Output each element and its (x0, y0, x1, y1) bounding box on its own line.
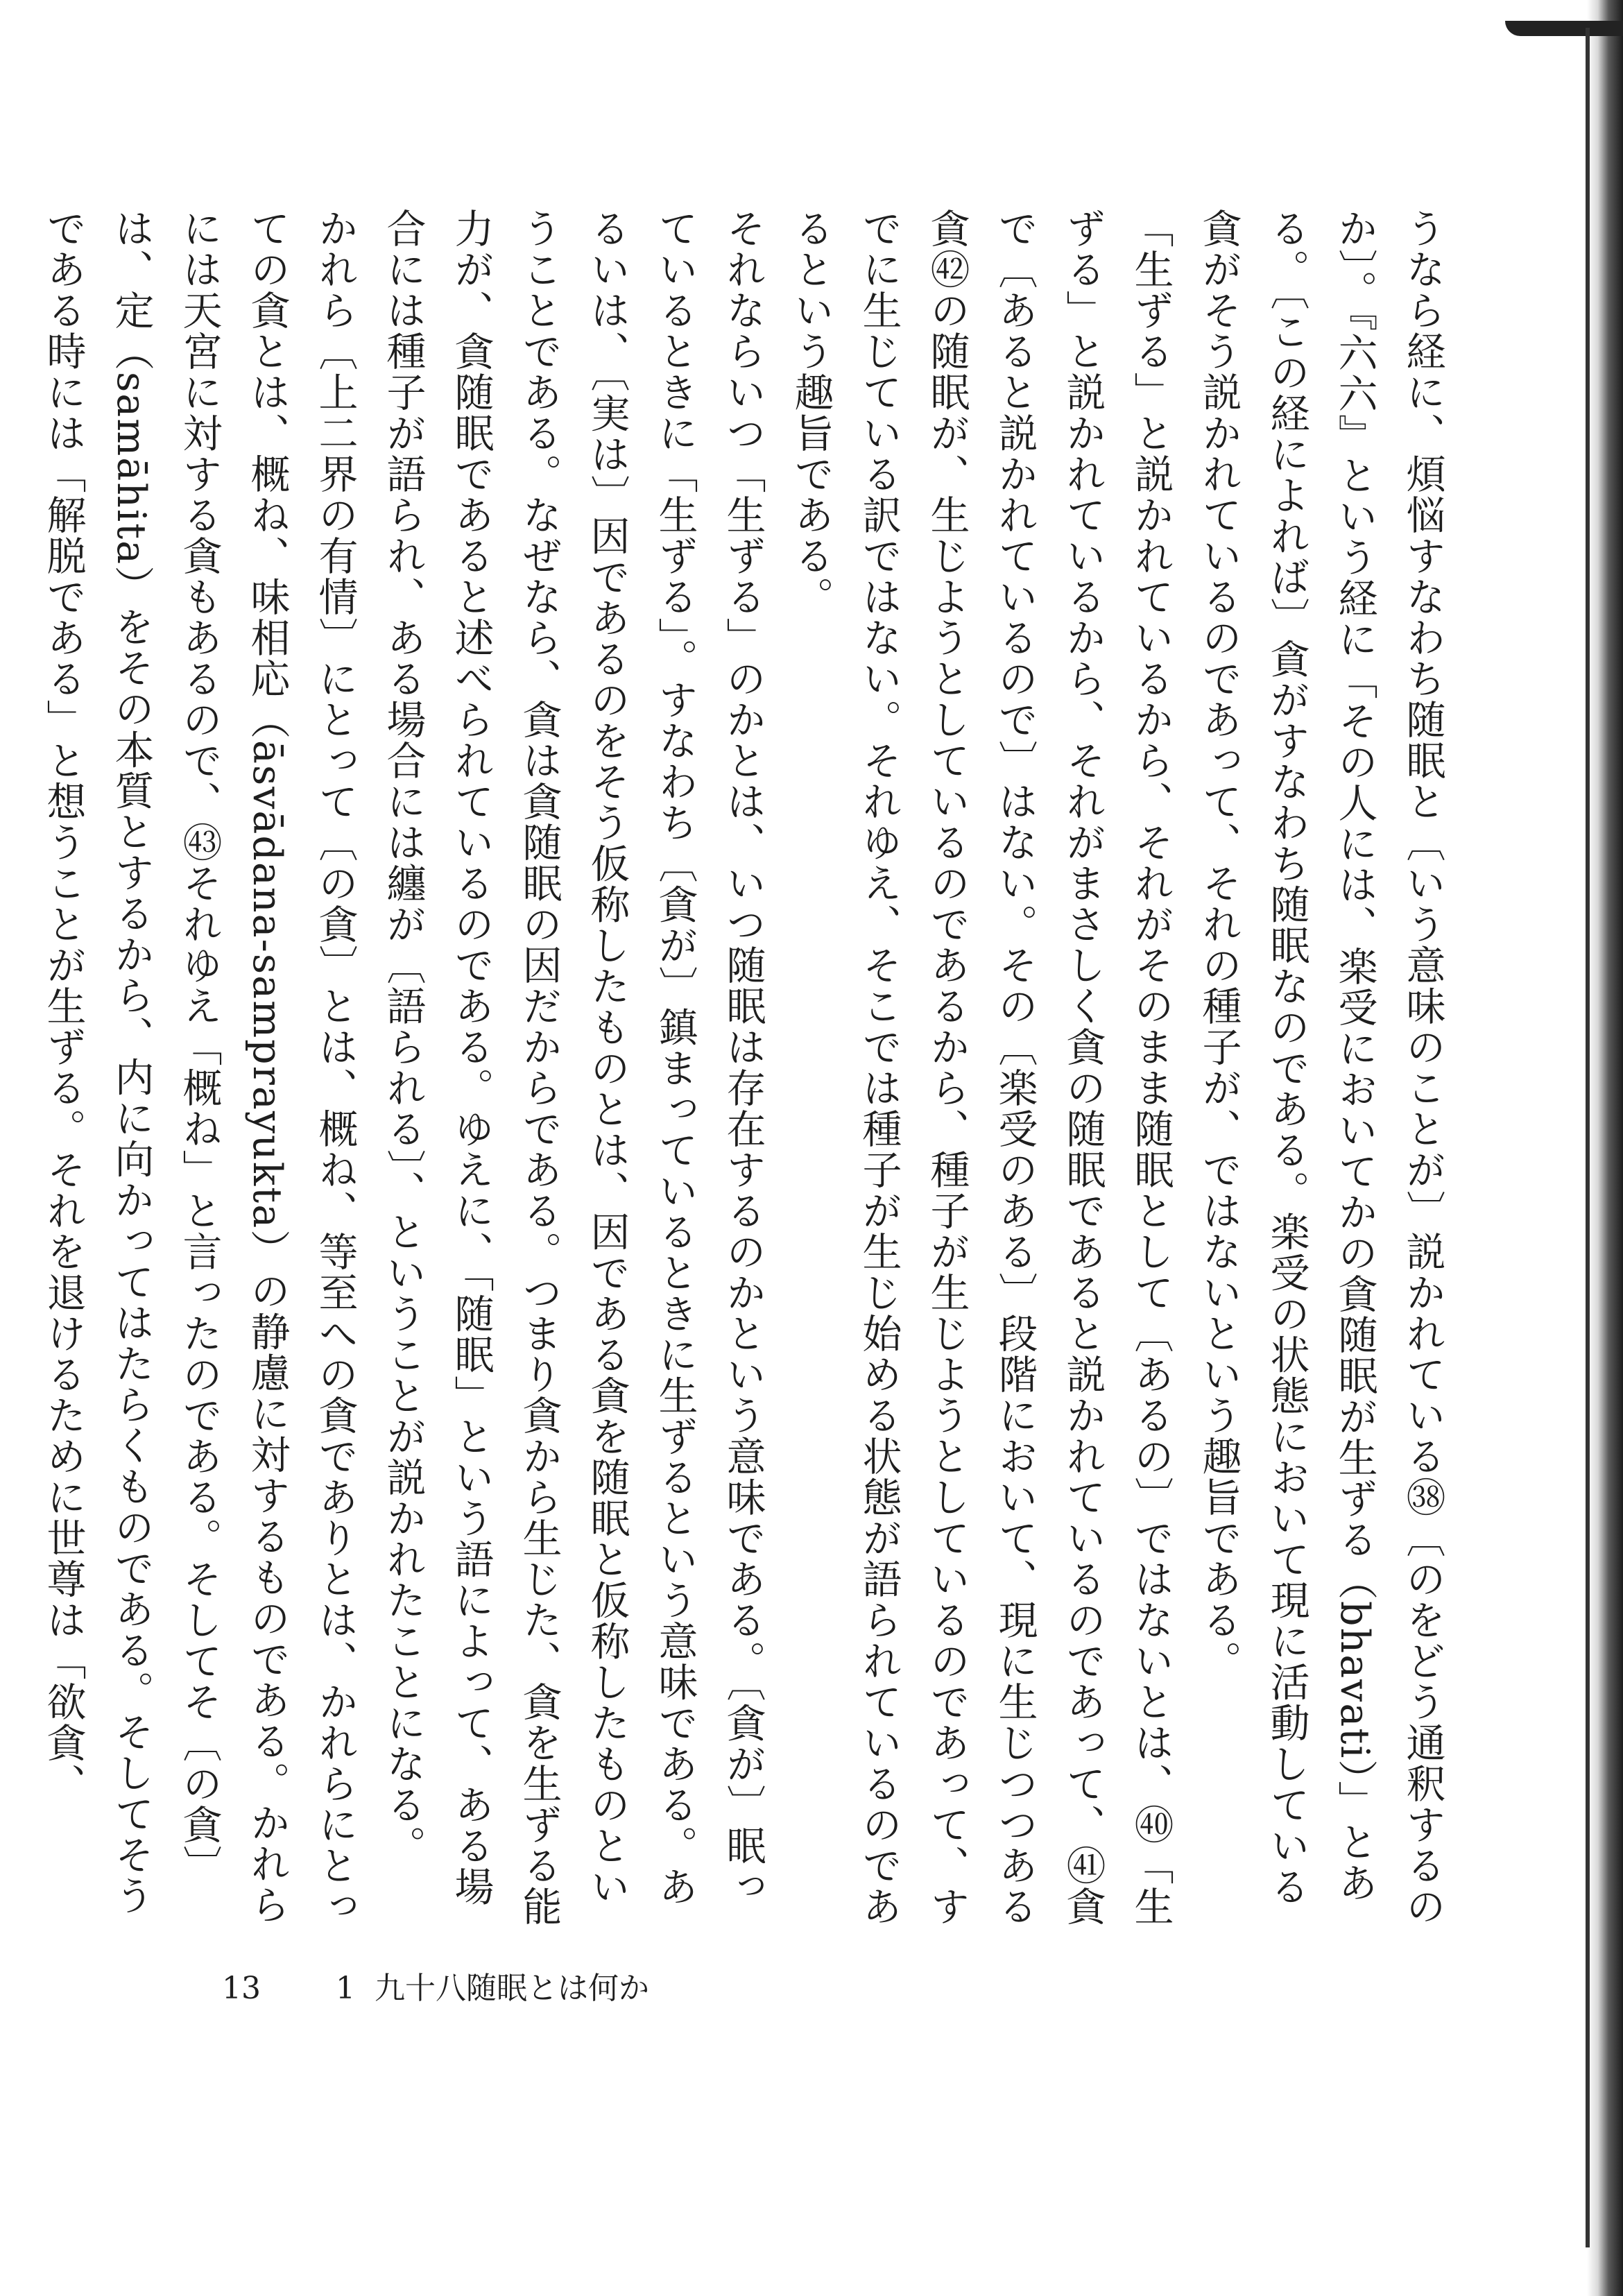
chapter-number: 1 (336, 1971, 355, 2006)
vertical-body-text (40, 208, 1457, 1928)
book-gutter-shadow (1587, 0, 1623, 2296)
book-gutter-line (1586, 28, 1590, 2247)
paragraph: 「生ずる」と説かれているから、それがそのまま随眠として〔あるの〕ではないとは、㊵「生ずる」と説かれているから、それがまさしく貪の随眠であると説かれているのであって、㊶貪で〔あると説かれているので〕はない。その〔楽受のある〕段階において、現に生じつつある貪㊷の随眠が、生じようとしているのであるから、種子が生じようとしているのであって、すでに生じている訳ではない。それゆえ、そこでは種子が生じ始める状態が語られているのであるという趣旨である。 (788, 208, 1174, 1927)
book-gutter-top-mark (1505, 21, 1623, 36)
page-footer (222, 1963, 649, 2007)
paragraph: かれら〔上二界の有情〕にとって〔の貪〕とは、概ね、等至への貪でありとは、かれらにとっての貪とは、概ね、味相応（āsvādana-samprayukta）の静慮に対するものである。かれらには天宮に対する貪もあるので、㊸それゆえ「概ね」と言ったのである。そしてそ〔の貪〕は、定（samāhita）をその本質とするから、内に向かってはたらくものである。そしてそうである時には「解脱である」と想うことが生ずる。それを退けるために世尊は「欲貪、 (40, 208, 358, 1927)
chapter-title: 九十八随眠とは何か (375, 1971, 649, 2006)
paragraph: うなら経に、煩悩すなわち随眠と〔いう意味のことが〕説かれている㊳〔のをどう通釈するのか〕。『六六』という経に「その人には、楽受においてかの貪随眠が生ずる（bhavati）」とある。〔この経によれば〕貪がすなわち随眠なのである。楽受の状態において現に活動している貪がそう説かれているのであって、それの種子が、ではないという趣旨である。 (1196, 208, 1445, 1927)
page-number: 13 (222, 1971, 261, 2006)
paragraph: それならいつ「生ずる」のかとは、いつ随眠は存在するのかという意味である。〔貪が〕眠っているときに「生ずる」。すなわち〔貪が〕鎮まっているときに生ずるという意味である。あるいは、〔実は〕因であるのをそう仮称したものとは、因である貪を随眠と仮称したものということである。なぜなら、貪は貪随眠の因だからである。つまり貪から生じた、貪を生ずる能力が、貪随眠であると述べられているのである。ゆえに、「随眠」という語によって、ある場合には種子が語られ、ある場合には纏が〔語られる〕、ということが説かれたことになる。 (380, 208, 766, 1927)
